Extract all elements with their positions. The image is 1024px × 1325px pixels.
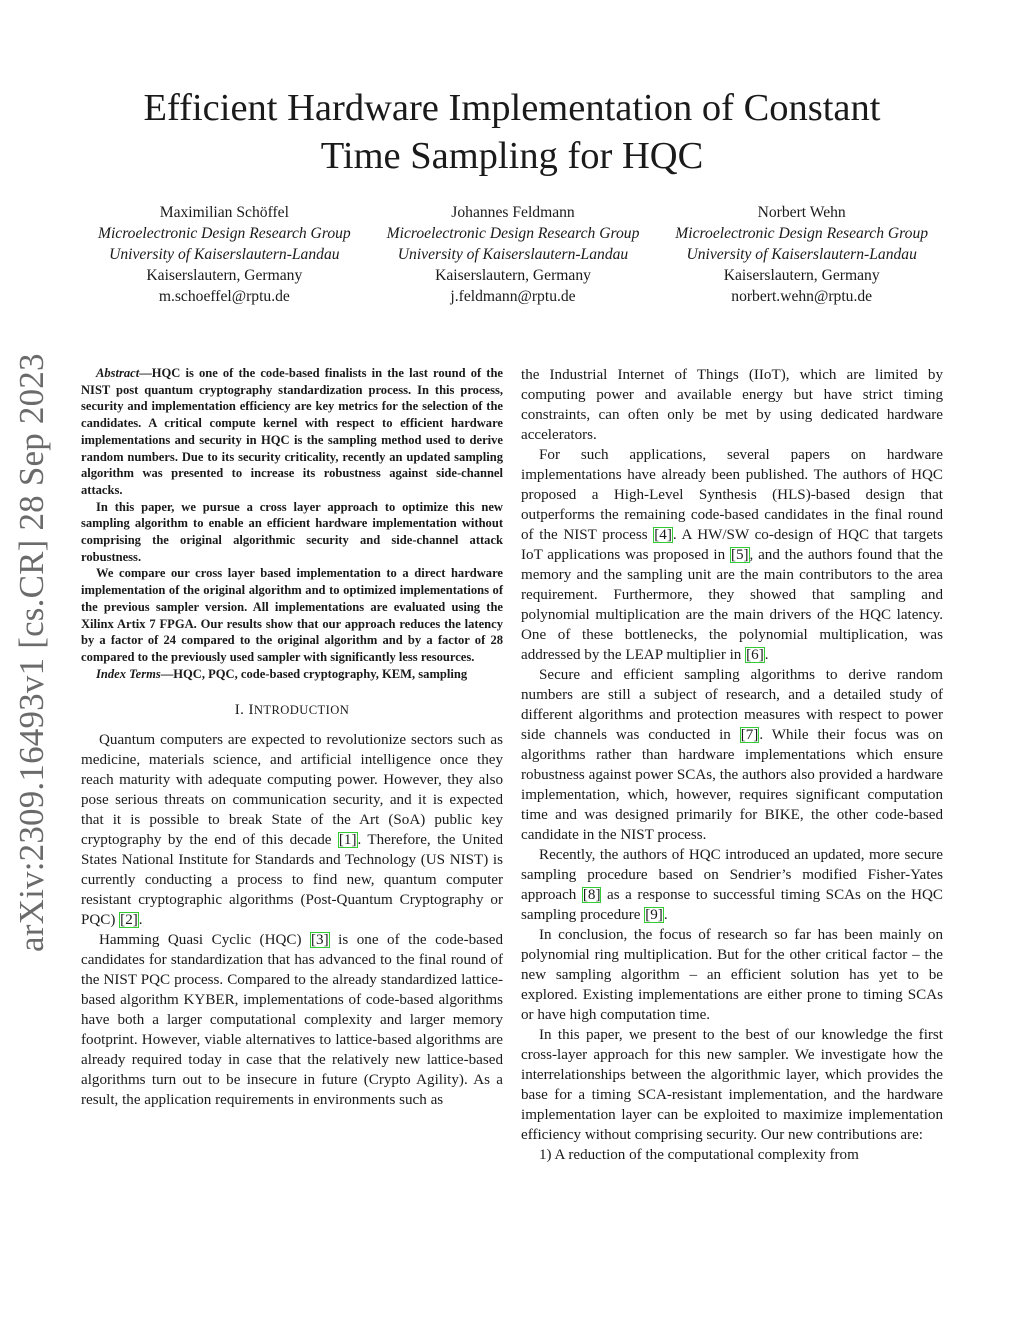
index-terms-label: Index Terms xyxy=(96,666,161,681)
abstract xyxy=(81,365,503,682)
author-2 xyxy=(369,202,658,307)
author-city: Kaiserslautern, Germany xyxy=(723,267,880,284)
author-city: Kaiserslautern, Germany xyxy=(146,267,303,284)
author-city: Kaiserslautern, Germany xyxy=(435,267,591,284)
abstract-paragraph: Abstract—HQC is one of the code-based finalists in the last round of the NIST post quantum cryptography standardization process. In this process, security and implementation efficiency are key metrics for the selection of the candidates. A critical compute kernel with respect to efficient hardware implementations and security in HQC is the sampling method used to derive random numbers. Due to its security criticality, recently an updated sampling algorithm was presented to increase its robustness against side-channel attacks. xyxy=(81,366,503,497)
author-university: University of Kaiserslautern-Landau xyxy=(686,246,917,263)
abstract-paragraph: In this paper, we pursue a cross layer approach to optimize this new sampling algorithm to enable an efficient hardware implementation without comprising the original algorithmic security and side-channel attack robustness. xyxy=(81,499,503,564)
author-group: Microelectronic Design Research Group xyxy=(386,225,640,242)
arxiv-identifier: arXiv:2309.16493v1 [cs.CR] 28 Sep 2023 xyxy=(12,353,51,953)
citation-link[interactable]: [1] xyxy=(338,832,357,849)
citation-link[interactable]: [4] xyxy=(654,527,672,543)
body-paragraph: Hamming Quasi Cyclic (HQC) [3] is one of the code-based candidates for standardization that has advanced to the final round of the NIST PQC process. Compared to the already standardized lattice-based algorithm KYBER, implementations of code-based algorithms have both a larger computational complexity and larger memory footprint. However, viable alternatives to lattice-based algorithms are already required today in case that the relatively new lattice-based algorithms turn out to be insecure in future (Crypto Agility). As a result, the application requirements in environments such as xyxy=(81,932,503,1109)
author-name: Johannes Feldmann xyxy=(451,204,575,221)
citation-link[interactable]: [9] xyxy=(645,907,663,923)
author-name: Norbert Wehn xyxy=(757,204,846,221)
body-paragraph: For such applications, several papers on hardware implementations have already been published. The authors of HQC proposed a High-Level Synthesis (HLS)-based design that outperforms the remaining code-based candidates in the final round of the NIST process [4]. A HW/SW co-design of HQC that targets IoT applications was proposed in [5], and the authors found that the memory and the sampling unit are the main contributors to the area requirement. Furthermore, they showed that sampling and polynomial multiplication are the main drivers of the HQC latency. One of these bottlenecks, the polynomial multiplication, was addressed by the LEAP multiplier in [6]. xyxy=(521,447,943,663)
abstract-paragraph: We compare our cross layer based implementation to a direct hardware implementation of the original algorithm and to optimized implementations of the previous sampler version. All implementations are evaluated using the Xilinx Artix 7 FPGA. Our results show that our approach reduces the latency by a factor of 24 compared to the original algorithm and by a factor of 28 compared to the previously used sampler with significantly less resources. xyxy=(81,566,503,664)
citation-link[interactable]: [3] xyxy=(311,932,329,949)
author-name: Maximilian Schöffel xyxy=(159,204,289,221)
author-1 xyxy=(80,202,369,307)
body-paragraph: Quantum computers are expected to revolutionize sectors such as medicine, materials science, and artificial intelligence once they reach maturity with adequate computing power. However, they also pose serious threats on communication security, and it is expected that it is possible to break State of the Art (SoA) public key cryptography by the end of this decade [1]. Therefore, the United States National Institute for Standards and Technology (US NIST) is currently conducting a process to find new, quantum computer resistant cryptographic algorithms (Post-Quantum Cryptography or PQC) [2]. xyxy=(81,732,503,929)
right-column xyxy=(521,365,943,1165)
citation-link[interactable]: [8] xyxy=(582,887,601,903)
author-email: m.schoeffel@rptu.de xyxy=(158,288,290,305)
author-block xyxy=(80,202,946,307)
author-group: Microelectronic Design Research Group xyxy=(97,225,351,242)
citation-link[interactable]: [7] xyxy=(740,727,759,743)
author-email: norbert.wehn@rptu.de xyxy=(731,288,873,305)
body-paragraph: In conclusion, the focus of research so far has been mainly on polynomial ring multiplication. But for the other critical factor – the new sampling algorithm – an efficient solution has yet to be explored. Existing implementations are either prone to timing SCAs or have high computation time. xyxy=(521,927,943,1023)
author-3 xyxy=(657,202,946,307)
citation-link[interactable]: [5] xyxy=(730,547,749,563)
author-email: j.feldmann@rptu.de xyxy=(450,288,576,305)
contribution-list-item: 1) A reduction of the computational complexity from xyxy=(539,1147,859,1163)
body-paragraph: Recently, the authors of HQC introduced an updated, more secure sampling procedure based on Sendrier’s modified Fisher-Yates approach [8] as a response to successful timing SCAs on the HQC sampling procedure [9]. xyxy=(521,847,943,923)
body-paragraph: In this paper, we present to the best of our knowledge the first cross-layer approach for this new sampler. We investigate how the interrelationships between the algorithmic layer, which provides the base for a timing SCA-resistant implementation, and the hardware implementation layer can be exploited to maximize implementation efficiency without comprising security. Our new contributions are: xyxy=(521,1027,943,1143)
citation-link[interactable]: [2] xyxy=(120,912,138,929)
section-heading-introduction: I. INTRODUCTION xyxy=(234,702,350,719)
body-paragraph: Secure and efficient sampling algorithms to derive random numbers are still a subject of research, and a detailed study of different algorithms and protection measures with respect to power side channels was conducted in [7]. While their focus was on algorithms rather than hardware implementations which ensure robustness against power SCAs, the authors also provided a hardware implementation, which, however, requires significant computation time and was designed primarily for BIKE, the other code-based candidate in the NIST process. xyxy=(521,667,943,843)
abstract-label: Abstract xyxy=(96,366,140,380)
title-line-2: Time Sampling for HQC xyxy=(320,135,704,177)
author-university: University of Kaiserslautern-Landau xyxy=(109,246,340,263)
author-group: Microelectronic Design Research Group xyxy=(675,225,929,242)
author-university: University of Kaiserslautern-Landau xyxy=(397,246,629,263)
left-column xyxy=(81,365,503,1110)
introduction-left xyxy=(81,730,503,1110)
citation-link[interactable]: [6] xyxy=(746,647,764,663)
body-paragraph: the Industrial Internet of Things (IIoT), which are limited by computing power and available energy but have strict timing constraints, can often only be met by using dedicated hardware accelerators. xyxy=(521,367,943,443)
title-line-1: Efficient Hardware Implementation of Constant xyxy=(143,87,881,129)
index-terms: Index Terms—HQC, PQC, code-based cryptography, KEM, sampling xyxy=(96,666,468,681)
paper-title xyxy=(0,84,1024,180)
